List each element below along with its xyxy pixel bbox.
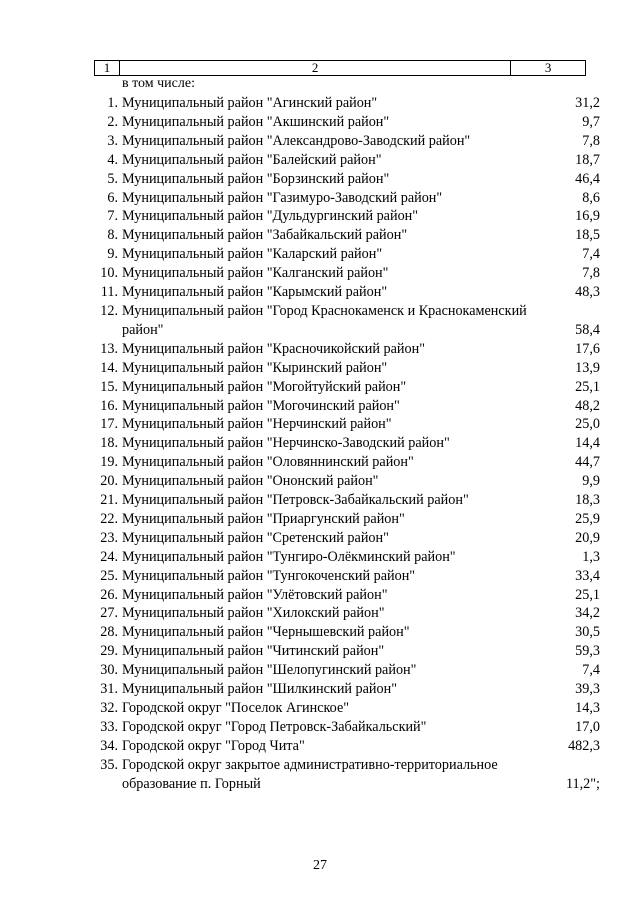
item-value: 18,3 [575, 492, 600, 509]
item-number: 18. [100, 435, 118, 452]
item-value: 44,7 [575, 454, 600, 471]
page-number: 27 [313, 858, 327, 873]
item-name: Муниципальный район "Забайкальский район" [122, 227, 408, 244]
list-item [94, 472, 600, 491]
list-item [94, 434, 600, 453]
item-value: 31,2 [575, 95, 600, 111]
item-name: Муниципальный район "Александрово-Заводский район" [122, 132, 471, 149]
list-item [94, 170, 600, 189]
item-number: 31. [100, 681, 118, 698]
item-name: Муниципальный район "Чернышевский район" [122, 624, 410, 641]
item-value: 11,2"; [565, 775, 600, 792]
list-item [94, 604, 600, 623]
item-number: 13. [100, 340, 118, 357]
item-number: 28. [100, 624, 118, 641]
item-number: 2. [107, 113, 118, 130]
item-value: 58,4 [575, 321, 600, 338]
item-number: 32. [100, 700, 118, 716]
item-name: Городской округ "Город Петровск-Забайкальский" [122, 718, 427, 735]
list-item [94, 680, 600, 699]
item-name: Муниципальный район "Дульдургинский район" [122, 208, 419, 225]
list-item [94, 453, 600, 472]
item-value: 17,6 [575, 340, 600, 357]
list-item [94, 378, 600, 397]
list-item [94, 132, 600, 151]
item-value: 9,7 [582, 113, 600, 130]
list-item [94, 397, 600, 416]
item-number: 25. [100, 567, 118, 584]
item-name: Муниципальный район "Калганский район" [122, 265, 389, 282]
list-item [94, 529, 600, 548]
item-number: 27. [100, 605, 118, 622]
list-item [94, 226, 600, 245]
item-value: 9,9 [582, 473, 600, 490]
item-value: 48,2 [575, 397, 600, 414]
item-name: Муниципальный район "Каларский район" [122, 246, 383, 263]
list-item [94, 94, 600, 113]
item-value: 25,9 [575, 510, 600, 527]
item-value: 34,2 [575, 605, 600, 622]
item-name: Муниципальный район "Балейский район" [122, 151, 382, 168]
list-item [94, 623, 600, 642]
list-item [94, 567, 600, 586]
list-item [94, 756, 600, 794]
item-value: 7,4 [582, 662, 600, 679]
item-name: Муниципальный район "Агинский район" [122, 95, 378, 111]
list-item [94, 245, 600, 264]
item-number: 33. [100, 718, 118, 735]
item-name: Муниципальный район "Красночикойский район" [122, 340, 426, 357]
item-value: 20,9 [575, 529, 600, 546]
item-name: Муниципальный район "Тунгиро-Олёкминский район" [122, 548, 456, 565]
item-value: 482,3 [568, 737, 600, 754]
item-number: 15. [100, 378, 118, 395]
list-item [94, 491, 600, 510]
list-item [94, 586, 600, 605]
item-value: 59,3 [575, 643, 600, 660]
item-number: 8. [107, 227, 118, 244]
list-item [94, 151, 600, 170]
item-number: 24. [100, 548, 118, 565]
item-value: 25,1 [575, 378, 600, 395]
item-name: Муниципальный район "Тунгокоченский район" [122, 567, 416, 584]
item-name: Муниципальный район "Читинский район" [122, 643, 385, 660]
item-name: Муниципальный район "Шелопугинский район" [122, 662, 417, 679]
list-item [94, 283, 600, 302]
item-number: 11. [100, 284, 118, 301]
list-item [94, 510, 600, 529]
item-value: 25,0 [575, 416, 600, 433]
item-name: Муниципальный район "Кыринский район" [122, 359, 388, 376]
item-value: 7,4 [582, 246, 600, 263]
item-value: 48,3 [575, 284, 600, 301]
item-value: 46,4 [575, 170, 600, 187]
item-name: Муниципальный район "Карымский район" [122, 284, 388, 301]
list-item [94, 718, 600, 737]
item-number: 30. [100, 662, 118, 679]
item-number: 10. [100, 265, 118, 282]
item-name: Муниципальный район "Шилкинский район" [122, 681, 398, 698]
column-header-1: 1 [95, 61, 120, 76]
column-header-2: 2 [119, 61, 510, 76]
item-name: Муниципальный район "Петровск-Забайкальский район" [122, 492, 469, 509]
list-item [94, 113, 600, 132]
list-item [94, 415, 600, 434]
item-name: Муниципальный район "Могочинский район" [122, 397, 400, 414]
item-number: 34. [100, 737, 118, 754]
item-number: 7. [107, 208, 118, 225]
list-item [94, 264, 600, 283]
item-value: 13,9 [575, 359, 600, 376]
intro-text: в том числе: [122, 76, 195, 91]
item-value: 17,0 [575, 718, 600, 735]
item-number: 12. [100, 302, 118, 319]
list-item [94, 642, 600, 661]
item-name: Муниципальный район "Нерчинско-Заводский район" [122, 435, 450, 452]
item-name: Муниципальный район "Ононский район" [122, 473, 379, 490]
item-value: 14,3 [575, 700, 600, 716]
item-name: Муниципальный район "Борзинский район" [122, 170, 390, 187]
item-value: 33,4 [575, 567, 600, 584]
item-name: Городской округ "Город Чита" [122, 737, 305, 754]
item-name: Муниципальный район "Хилокский район" [122, 605, 385, 622]
item-number: 5. [107, 170, 118, 187]
district-list [94, 94, 600, 794]
item-value: 30,5 [575, 624, 600, 641]
item-number: 20. [100, 473, 118, 490]
column-header-table [94, 60, 586, 76]
item-number: 3. [107, 132, 118, 149]
list-item [94, 340, 600, 359]
item-value: 7,8 [582, 265, 600, 282]
item-number: 1. [107, 95, 118, 111]
item-name: Городской округ закрытое административно-территориальное образование п. Горный [122, 756, 498, 792]
item-name: Муниципальный район "Акшинский район" [122, 113, 390, 130]
item-name: Муниципальный район "Приаргунский район" [122, 510, 405, 527]
item-name: Муниципальный район "Нерчинский район" [122, 416, 392, 433]
item-value: 1,3 [582, 548, 600, 565]
item-name: Городской округ "Поселок Агинское" [122, 700, 350, 716]
item-number: 4. [107, 151, 118, 168]
list-item [94, 548, 600, 567]
item-name: Муниципальный район "Газимуро-Заводский район" [122, 189, 443, 206]
list-item [94, 359, 600, 378]
item-number: 19. [100, 454, 118, 471]
list-item [94, 699, 600, 718]
item-number: 29. [100, 643, 118, 660]
item-number: 21. [100, 492, 118, 509]
list-item [94, 302, 600, 340]
item-number: 14. [100, 359, 118, 376]
item-name: Муниципальный район "Город Краснокаменск и Краснокаменский район" [122, 302, 527, 338]
item-number: 16. [100, 397, 118, 414]
item-number: 26. [100, 586, 118, 603]
item-value: 14,4 [575, 435, 600, 452]
item-value: 8,6 [582, 189, 600, 206]
item-number: 9. [107, 246, 118, 263]
item-number: 35. [100, 756, 118, 773]
item-name: Муниципальный район "Оловяннинский район" [122, 454, 414, 471]
item-value: 7,8 [582, 132, 600, 149]
item-name: Муниципальный район "Улётовский район" [122, 586, 388, 603]
list-item [94, 661, 600, 680]
list-item [94, 189, 600, 208]
item-number: 6. [107, 189, 118, 206]
item-value: 39,3 [575, 681, 600, 698]
item-value: 18,7 [575, 151, 600, 168]
item-value: 16,9 [575, 208, 600, 225]
item-number: 23. [100, 529, 118, 546]
list-item [94, 737, 600, 756]
item-number: 17. [100, 416, 118, 433]
item-name: Муниципальный район "Сретенский район" [122, 529, 389, 546]
item-number: 22. [100, 510, 118, 527]
item-name: Муниципальный район "Могойтуйский район" [122, 378, 407, 395]
list-item [94, 207, 600, 226]
item-value: 18,5 [575, 227, 600, 244]
column-header-row [95, 61, 586, 76]
column-header-3: 3 [511, 61, 586, 76]
item-value: 25,1 [575, 586, 600, 603]
